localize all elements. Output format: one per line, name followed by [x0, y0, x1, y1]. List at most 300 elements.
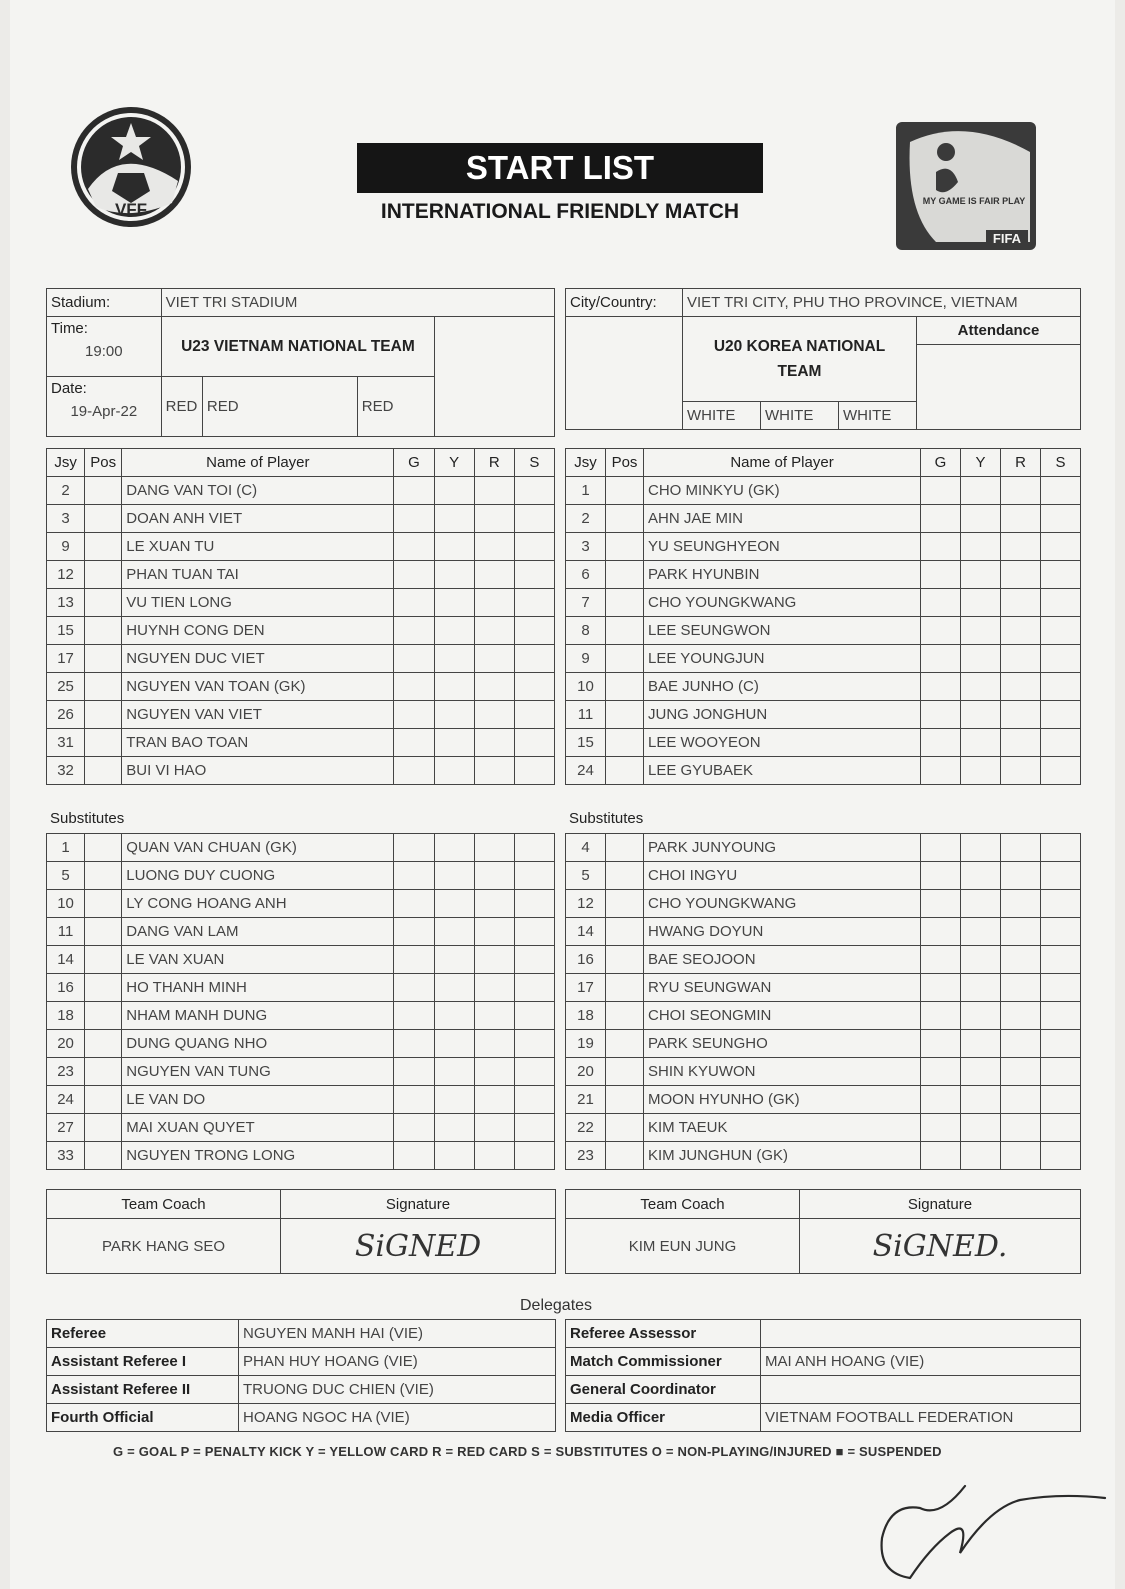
player-goal-cell: [394, 974, 434, 1002]
player-yellow-cell: [961, 1002, 1001, 1030]
player-name: HUYNH CONG DEN: [122, 617, 394, 645]
player-jersey: 6: [566, 561, 606, 589]
player-position: [85, 673, 122, 701]
player-yellow-cell: [961, 834, 1001, 862]
player-jersey: 4: [566, 834, 606, 862]
player-sub-cell: [1041, 561, 1081, 589]
player-red-cell: [1001, 1086, 1041, 1114]
player-position: [606, 645, 644, 673]
player-yellow-cell: [434, 757, 474, 785]
player-name: LE VAN DO: [122, 1086, 394, 1114]
player-yellow-cell: [434, 1114, 474, 1142]
player-row: [566, 729, 1081, 757]
delegate-row: [566, 1348, 1081, 1376]
player-position: [606, 757, 644, 785]
player-position: [85, 918, 122, 946]
player-goal-cell: [394, 1002, 434, 1030]
home-kit-shorts: RED: [202, 377, 357, 437]
player-row: [47, 1142, 555, 1170]
player-row: [566, 533, 1081, 561]
player-goal-cell: [394, 946, 434, 974]
player-jersey: 9: [566, 645, 606, 673]
player-name: DANG VAN TOI (C): [122, 477, 394, 505]
player-position: [606, 1114, 644, 1142]
delegate-name: MAI ANH HOANG (VIE): [761, 1348, 1081, 1376]
player-sub-cell: [1041, 477, 1081, 505]
player-position: [606, 918, 644, 946]
player-yellow-cell: [961, 1030, 1001, 1058]
player-sub-cell: [1041, 1030, 1081, 1058]
player-jersey: 16: [47, 974, 85, 1002]
player-row: [47, 673, 555, 701]
player-sub-cell: [1041, 729, 1081, 757]
player-position: [606, 834, 644, 862]
player-name: JUNG JONGHUN: [644, 701, 921, 729]
player-row: [47, 701, 555, 729]
player-jersey: 12: [566, 890, 606, 918]
col-r: R: [474, 449, 514, 477]
player-yellow-cell: [434, 505, 474, 533]
away-coach-label: Team Coach: [566, 1190, 800, 1219]
player-red-cell: [1001, 918, 1041, 946]
player-yellow-cell: [434, 617, 474, 645]
player-yellow-cell: [961, 477, 1001, 505]
player-name: NGUYEN VAN TOAN (GK): [122, 673, 394, 701]
player-jersey: 7: [566, 589, 606, 617]
player-row: [566, 757, 1081, 785]
player-yellow-cell: [961, 1058, 1001, 1086]
player-sub-cell: [1041, 946, 1081, 974]
player-yellow-cell: [434, 1086, 474, 1114]
player-position: [606, 533, 644, 561]
player-sub-cell: [1041, 1114, 1081, 1142]
col-g: G: [921, 449, 961, 477]
player-position: [85, 862, 122, 890]
delegate-name: VIETNAM FOOTBALL FEDERATION: [761, 1404, 1081, 1432]
player-row: [566, 477, 1081, 505]
player-red-cell: [1001, 589, 1041, 617]
player-goal-cell: [921, 834, 961, 862]
player-goal-cell: [394, 729, 434, 757]
player-jersey: 12: [47, 561, 85, 589]
player-yellow-cell: [961, 757, 1001, 785]
player-red-cell: [474, 561, 514, 589]
player-jersey: 5: [566, 862, 606, 890]
player-row: [47, 1058, 555, 1086]
player-name: NGUYEN TRONG LONG: [122, 1142, 394, 1170]
home-starting-table: [46, 448, 555, 785]
player-yellow-cell: [961, 533, 1001, 561]
city-label: City/Country:: [566, 289, 683, 317]
player-goal-cell: [921, 617, 961, 645]
player-name: CHOI SEONGMIN: [644, 1002, 921, 1030]
player-row: [47, 974, 555, 1002]
player-position: [85, 890, 122, 918]
delegate-name: [761, 1376, 1081, 1404]
player-red-cell: [474, 645, 514, 673]
player-jersey: 18: [47, 1002, 85, 1030]
player-name: NGUYEN VAN TUNG: [122, 1058, 394, 1086]
player-jersey: 24: [566, 757, 606, 785]
player-position: [85, 561, 122, 589]
match-info-home: [46, 288, 555, 437]
player-red-cell: [474, 946, 514, 974]
player-row: [566, 1058, 1081, 1086]
attendance-label: Attendance: [917, 317, 1081, 345]
player-sub-cell: [1041, 1002, 1081, 1030]
player-position: [85, 1058, 122, 1086]
player-red-cell: [1001, 862, 1041, 890]
player-row: [47, 1030, 555, 1058]
legend: G = GOAL P = PENALTY KICK Y = YELLOW CARD R = RED CARD S = SUBSTITUTES O = NON-PLAYING/INJURED ■ = SUSPENDED: [113, 1444, 942, 1459]
player-name: QUAN VAN CHUAN (GK): [122, 834, 394, 862]
player-position: [606, 974, 644, 1002]
player-yellow-cell: [961, 729, 1001, 757]
player-red-cell: [474, 589, 514, 617]
player-jersey: 13: [47, 589, 85, 617]
player-row: [47, 918, 555, 946]
player-red-cell: [1001, 946, 1041, 974]
player-yellow-cell: [434, 477, 474, 505]
player-sub-cell: [514, 1142, 554, 1170]
player-name: LE XUAN TU: [122, 533, 394, 561]
player-row: [47, 505, 555, 533]
player-name: LEE WOOYEON: [644, 729, 921, 757]
player-sub-cell: [514, 946, 554, 974]
player-red-cell: [474, 477, 514, 505]
player-jersey: 21: [566, 1086, 606, 1114]
player-red-cell: [1001, 701, 1041, 729]
player-jersey: 22: [566, 1114, 606, 1142]
player-position: [85, 729, 122, 757]
player-red-cell: [1001, 1142, 1041, 1170]
player-position: [606, 701, 644, 729]
player-name: BAE JUNHO (C): [644, 673, 921, 701]
player-row: [47, 729, 555, 757]
player-name: LUONG DUY CUONG: [122, 862, 394, 890]
player-row: [47, 862, 555, 890]
player-jersey: 20: [47, 1030, 85, 1058]
away-kit-socks: WHITE: [839, 402, 917, 430]
player-goal-cell: [921, 505, 961, 533]
player-yellow-cell: [961, 1142, 1001, 1170]
player-position: [606, 673, 644, 701]
player-sub-cell: [514, 862, 554, 890]
col-r: R: [1001, 449, 1041, 477]
player-red-cell: [1001, 1002, 1041, 1030]
delegate-name: PHAN HUY HOANG (VIE): [239, 1348, 556, 1376]
player-red-cell: [474, 757, 514, 785]
player-sub-cell: [1041, 617, 1081, 645]
player-sub-cell: [514, 505, 554, 533]
player-goal-cell: [394, 589, 434, 617]
player-red-cell: [1001, 617, 1041, 645]
player-yellow-cell: [961, 1114, 1001, 1142]
player-goal-cell: [921, 1142, 961, 1170]
player-jersey: 32: [47, 757, 85, 785]
delegate-row: [47, 1320, 556, 1348]
player-sub-cell: [1041, 1086, 1081, 1114]
player-jersey: 33: [47, 1142, 85, 1170]
player-goal-cell: [921, 645, 961, 673]
player-row: [47, 477, 555, 505]
player-row: [566, 701, 1081, 729]
player-name: MOON HYUNHO (GK): [644, 1086, 921, 1114]
player-yellow-cell: [961, 505, 1001, 533]
player-name: AHN JAE MIN: [644, 505, 921, 533]
player-yellow-cell: [434, 1002, 474, 1030]
player-name: DANG VAN LAM: [122, 918, 394, 946]
player-name: PARK HYUNBIN: [644, 561, 921, 589]
player-goal-cell: [394, 673, 434, 701]
player-goal-cell: [921, 890, 961, 918]
player-yellow-cell: [961, 645, 1001, 673]
col-g: G: [394, 449, 434, 477]
delegate-role: Fourth Official: [47, 1404, 239, 1432]
stadium-label: Stadium:: [47, 289, 162, 317]
col-pos: Pos: [606, 449, 644, 477]
player-goal-cell: [394, 862, 434, 890]
player-row: [47, 1086, 555, 1114]
player-red-cell: [1001, 890, 1041, 918]
player-jersey: 14: [566, 918, 606, 946]
player-row: [566, 918, 1081, 946]
delegate-row: [566, 1320, 1081, 1348]
player-red-cell: [474, 890, 514, 918]
player-name: PARK JUNYOUNG: [644, 834, 921, 862]
player-name: VU TIEN LONG: [122, 589, 394, 617]
player-position: [606, 890, 644, 918]
player-position: [606, 589, 644, 617]
home-coach-table: [46, 1189, 556, 1274]
delegate-role: Assistant Referee I: [47, 1348, 239, 1376]
away-kit-shirt: WHITE: [683, 402, 761, 430]
delegate-row: [566, 1404, 1081, 1432]
player-red-cell: [474, 1086, 514, 1114]
player-sub-cell: [1041, 834, 1081, 862]
player-jersey: 24: [47, 1086, 85, 1114]
player-yellow-cell: [434, 946, 474, 974]
player-goal-cell: [394, 918, 434, 946]
player-red-cell: [1001, 1114, 1041, 1142]
player-row: [47, 589, 555, 617]
svg-text:MY GAME IS FAIR PLAY: MY GAME IS FAIR PLAY: [922, 196, 1026, 206]
player-goal-cell: [394, 1058, 434, 1086]
player-sub-cell: [514, 757, 554, 785]
player-row: [47, 617, 555, 645]
player-yellow-cell: [434, 1058, 474, 1086]
player-name: LEE SEUNGWON: [644, 617, 921, 645]
player-row: [47, 561, 555, 589]
player-yellow-cell: [434, 1030, 474, 1058]
delegate-name: NGUYEN MANH HAI (VIE): [239, 1320, 556, 1348]
player-name: HO THANH MINH: [122, 974, 394, 1002]
player-sub-cell: [1041, 673, 1081, 701]
player-row: [566, 1142, 1081, 1170]
away-coach-name: KIM EUN JUNG: [566, 1219, 800, 1274]
player-sub-cell: [514, 1030, 554, 1058]
player-name: DOAN ANH VIET: [122, 505, 394, 533]
player-sub-cell: [514, 701, 554, 729]
player-red-cell: [474, 1058, 514, 1086]
time-label: Time:: [51, 320, 88, 337]
player-row: [566, 505, 1081, 533]
player-yellow-cell: [434, 974, 474, 1002]
player-goal-cell: [921, 589, 961, 617]
player-name: YU SEUNGHYEON: [644, 533, 921, 561]
player-jersey: 10: [47, 890, 85, 918]
player-goal-cell: [921, 946, 961, 974]
player-yellow-cell: [961, 946, 1001, 974]
col-y: Y: [434, 449, 474, 477]
player-position: [85, 701, 122, 729]
player-name: HWANG DOYUN: [644, 918, 921, 946]
col-y: Y: [961, 449, 1001, 477]
player-row: [47, 533, 555, 561]
player-red-cell: [1001, 645, 1041, 673]
player-goal-cell: [394, 617, 434, 645]
home-kit-shirt: RED: [161, 377, 202, 437]
delegate-role: Referee: [47, 1320, 239, 1348]
away-signature-label: Signature: [800, 1190, 1081, 1219]
delegate-name: [761, 1320, 1081, 1348]
player-position: [85, 1114, 122, 1142]
player-position: [85, 1086, 122, 1114]
page-title: START LIST: [357, 143, 763, 193]
player-red-cell: [474, 673, 514, 701]
player-row: [566, 673, 1081, 701]
player-sub-cell: [514, 834, 554, 862]
player-name: MAI XUAN QUYET: [122, 1114, 394, 1142]
player-row: [566, 589, 1081, 617]
player-row: [566, 617, 1081, 645]
player-name: KIM TAEUK: [644, 1114, 921, 1142]
player-red-cell: [474, 533, 514, 561]
player-row: [566, 645, 1081, 673]
player-sub-cell: [514, 729, 554, 757]
player-jersey: 18: [566, 1002, 606, 1030]
player-jersey: 25: [47, 673, 85, 701]
player-red-cell: [474, 918, 514, 946]
city-value: VIET TRI CITY, PHU THO PROVINCE, VIETNAM: [683, 289, 1081, 317]
player-position: [606, 617, 644, 645]
delegate-role: Match Commissioner: [566, 1348, 761, 1376]
player-goal-cell: [921, 673, 961, 701]
home-coach-signature: SiGNED: [281, 1219, 556, 1274]
player-goal-cell: [394, 561, 434, 589]
player-red-cell: [474, 505, 514, 533]
player-jersey: 1: [566, 477, 606, 505]
away-coach-signature: SiGNED.: [800, 1219, 1081, 1274]
player-sub-cell: [514, 1002, 554, 1030]
player-row: [47, 890, 555, 918]
player-row: [47, 1114, 555, 1142]
player-yellow-cell: [961, 673, 1001, 701]
player-name: LEE YOUNGJUN: [644, 645, 921, 673]
player-name: LEE GYUBAEK: [644, 757, 921, 785]
player-goal-cell: [921, 1030, 961, 1058]
player-sub-cell: [514, 890, 554, 918]
player-name: CHOI INGYU: [644, 862, 921, 890]
player-yellow-cell: [961, 589, 1001, 617]
player-sub-cell: [1041, 533, 1081, 561]
player-goal-cell: [921, 757, 961, 785]
away-subs-table: [565, 833, 1081, 1170]
away-coach-table: [565, 1189, 1081, 1274]
player-red-cell: [1001, 729, 1041, 757]
player-position: [85, 1142, 122, 1170]
delegate-role: General Coordinator: [566, 1376, 761, 1404]
player-yellow-cell: [434, 701, 474, 729]
player-goal-cell: [921, 1058, 961, 1086]
player-jersey: 3: [566, 533, 606, 561]
player-red-cell: [1001, 834, 1041, 862]
player-name: DUNG QUANG NHO: [122, 1030, 394, 1058]
player-yellow-cell: [434, 1142, 474, 1170]
player-jersey: 11: [47, 918, 85, 946]
player-yellow-cell: [961, 862, 1001, 890]
player-jersey: 20: [566, 1058, 606, 1086]
player-goal-cell: [921, 974, 961, 1002]
player-jersey: 26: [47, 701, 85, 729]
player-jersey: 3: [47, 505, 85, 533]
player-sub-cell: [514, 533, 554, 561]
player-red-cell: [474, 617, 514, 645]
player-goal-cell: [394, 505, 434, 533]
player-row: [566, 946, 1081, 974]
player-position: [606, 946, 644, 974]
player-name: NHAM MANH DUNG: [122, 1002, 394, 1030]
player-position: [606, 1142, 644, 1170]
player-goal-cell: [394, 477, 434, 505]
player-sub-cell: [514, 1086, 554, 1114]
player-sub-cell: [1041, 757, 1081, 785]
svg-text:FIFA: FIFA: [992, 231, 1022, 246]
home-coach-label: Team Coach: [47, 1190, 281, 1219]
player-row: [47, 757, 555, 785]
player-red-cell: [474, 1002, 514, 1030]
player-yellow-cell: [434, 561, 474, 589]
col-pos: Pos: [85, 449, 122, 477]
page-subtitle: INTERNATIONAL FRIENDLY MATCH: [380, 200, 740, 223]
player-jersey: 2: [47, 477, 85, 505]
player-yellow-cell: [434, 918, 474, 946]
player-goal-cell: [394, 890, 434, 918]
player-sub-cell: [514, 561, 554, 589]
player-position: [85, 533, 122, 561]
player-yellow-cell: [434, 862, 474, 890]
player-name: LY CONG HOANG ANH: [122, 890, 394, 918]
player-row: [566, 834, 1081, 862]
away-kit-shorts: WHITE: [761, 402, 839, 430]
col-jsy: Jsy: [47, 449, 85, 477]
player-position: [606, 1002, 644, 1030]
player-position: [606, 477, 644, 505]
player-red-cell: [474, 974, 514, 1002]
player-row: [566, 1086, 1081, 1114]
time-value: 19:00: [85, 343, 123, 360]
player-sub-cell: [514, 918, 554, 946]
player-goal-cell: [394, 701, 434, 729]
player-yellow-cell: [434, 729, 474, 757]
player-red-cell: [474, 1142, 514, 1170]
player-name: BUI VI HAO: [122, 757, 394, 785]
player-goal-cell: [394, 1030, 434, 1058]
player-name: NGUYEN DUC VIET: [122, 645, 394, 673]
player-jersey: 15: [47, 617, 85, 645]
player-sub-cell: [514, 1058, 554, 1086]
player-name: RYU SEUNGWAN: [644, 974, 921, 1002]
